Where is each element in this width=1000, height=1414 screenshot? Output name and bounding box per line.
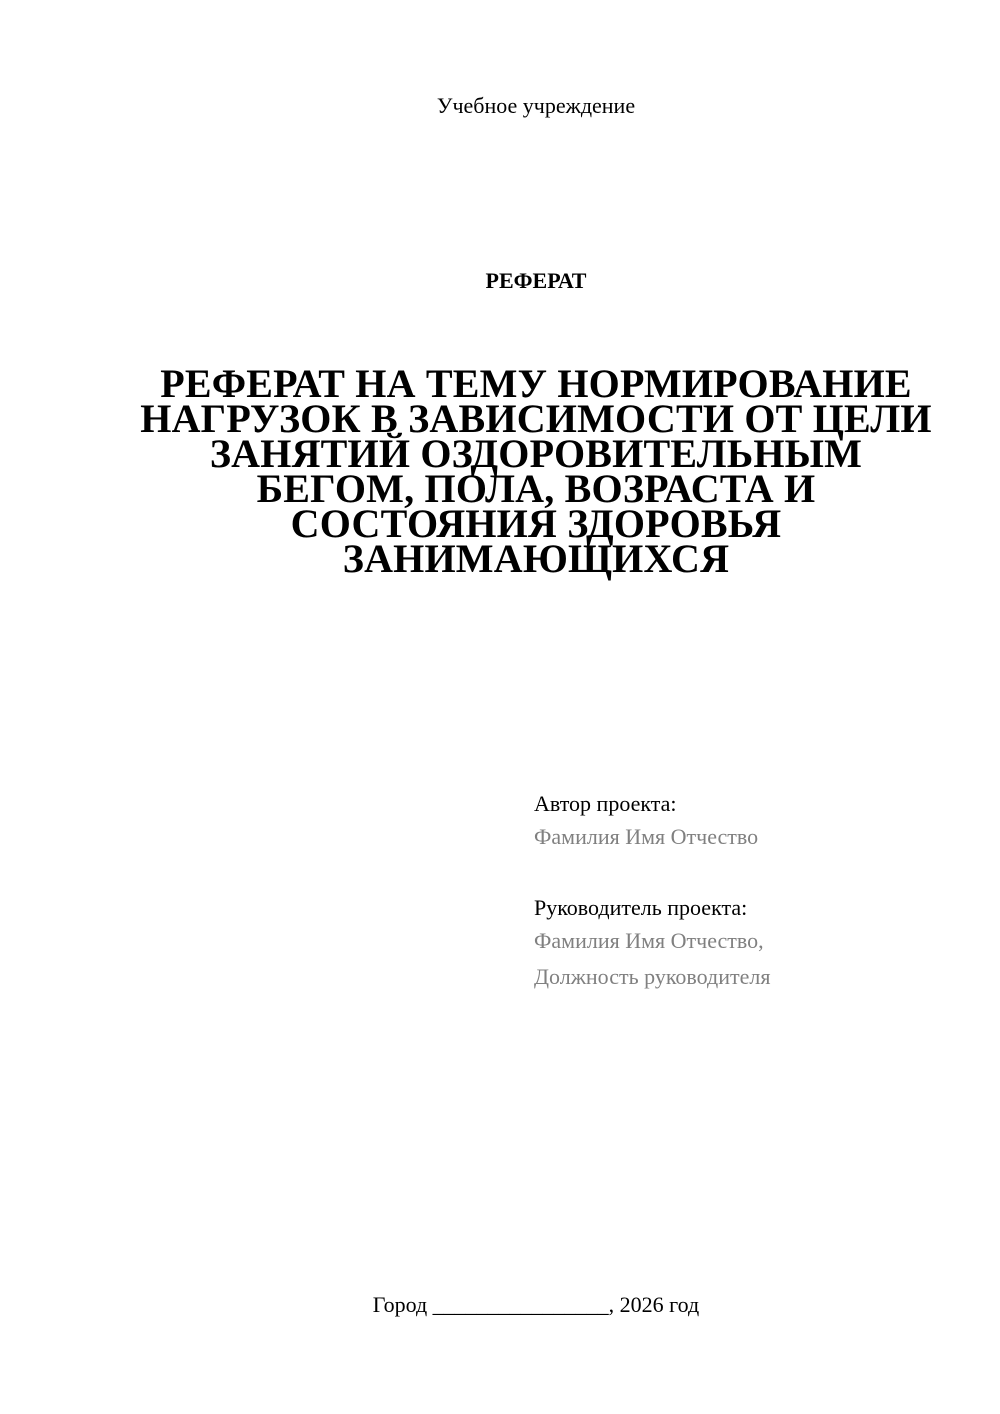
supervisor-label: Руководитель проекта: [534, 895, 748, 920]
document-type: РЕФЕРАТ [485, 268, 587, 293]
institution-name: Учебное учреждение [436, 93, 636, 118]
author-name: Фамилия Имя Отчество [534, 824, 759, 849]
title-line: СОСТОЯНИЯ ЗДОРОВЬЯ [290, 501, 782, 546]
title-line: НАГРУЗОК В ЗАВИСИМОСТИ ОТ ЦЕЛИ [140, 396, 932, 441]
credits-block [534, 789, 974, 995]
title-line: БЕГОМ, ПОЛА, ВОЗРАСТА И [256, 466, 816, 511]
author-label: Автор проекта: [534, 791, 677, 816]
document-title [140, 361, 932, 581]
title-line: РЕФЕРАТ НА ТЕМУ НОРМИРОВАНИЕ [160, 361, 912, 406]
supervisor-name: Фамилия Имя Отчество, [534, 928, 764, 953]
title-line: ЗАНЯТИЙ ОЗДОРОВИТЕЛЬНЫМ [209, 431, 863, 476]
credits-spacer [534, 855, 974, 893]
supervisor-position: Должность руководителя [534, 964, 771, 989]
city-year-line: Город ________________, 2026 год [372, 1292, 700, 1317]
title-line: ЗАНИМАЮЩИХСЯ [342, 536, 730, 581]
